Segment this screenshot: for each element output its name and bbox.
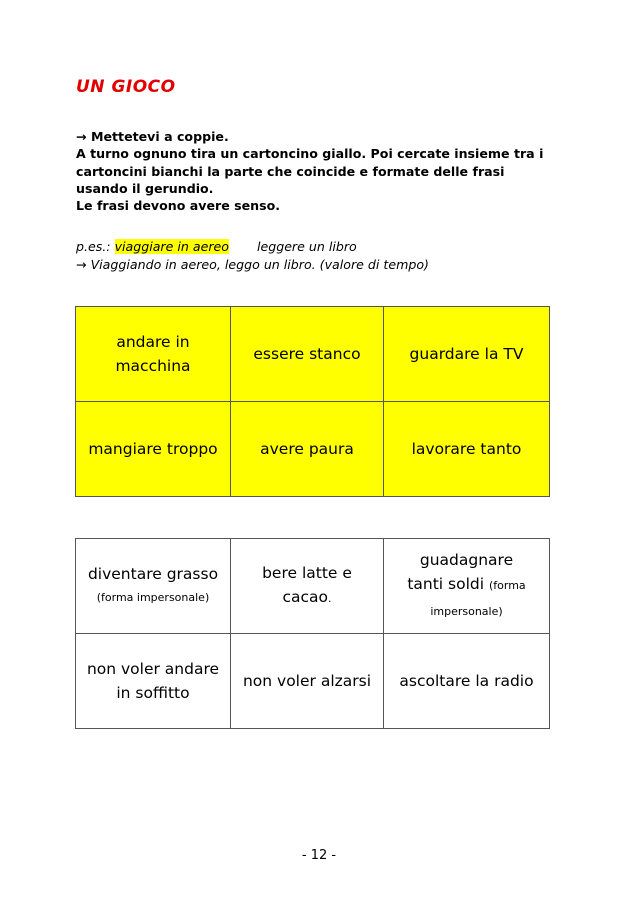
- example: [76, 238, 429, 273]
- white-card: non voler andare in soffitto: [76, 634, 231, 729]
- yellow-card: mangiare troppo: [76, 402, 231, 497]
- white-card: non voler alzarsi: [231, 634, 384, 729]
- instructions: [76, 128, 576, 214]
- yellow-card: andare in macchina: [76, 307, 231, 402]
- white-card: ascoltare la radio: [384, 634, 550, 729]
- instruction-line-2: A turno ognuno tira un cartoncino giallo. Poi cercate insieme tra i: [76, 146, 544, 162]
- page-title: UN GIOCO: [76, 77, 176, 97]
- white-cards-table: [75, 538, 550, 729]
- instruction-line-1: Mettetevi a coppie.: [90, 129, 229, 144]
- white-card: guadagnare tanti soldi (forma impersonale): [384, 539, 550, 634]
- white-card: bere latte e cacao.: [231, 539, 384, 634]
- instruction-line-5: Le frasi devono avere senso.: [76, 198, 281, 214]
- arrow-right-icon: →: [76, 129, 87, 144]
- yellow-card: guardare la TV: [384, 307, 550, 402]
- yellow-card: avere paura: [231, 402, 384, 497]
- yellow-card: essere stanco: [231, 307, 384, 402]
- instruction-line-4: usando il gerundio.: [76, 180, 214, 196]
- white-card: diventare grasso (forma impersonale): [76, 539, 231, 634]
- example-highlight: viaggiare in aereo: [114, 239, 229, 254]
- yellow-card: lavorare tanto: [384, 402, 550, 497]
- example-prefix: p.es.:: [76, 239, 115, 254]
- arrow-right-icon: →: [76, 256, 87, 272]
- example-second: leggere un libro: [256, 239, 357, 254]
- yellow-cards-table: [75, 306, 550, 497]
- example-result: Viaggiando in aereo, leggo un libro. (valore di tempo): [86, 256, 429, 272]
- page-number: - 12 -: [301, 848, 337, 863]
- instruction-line-3: cartoncini bianchi la parte che coincide e formate delle frasi: [76, 163, 505, 179]
